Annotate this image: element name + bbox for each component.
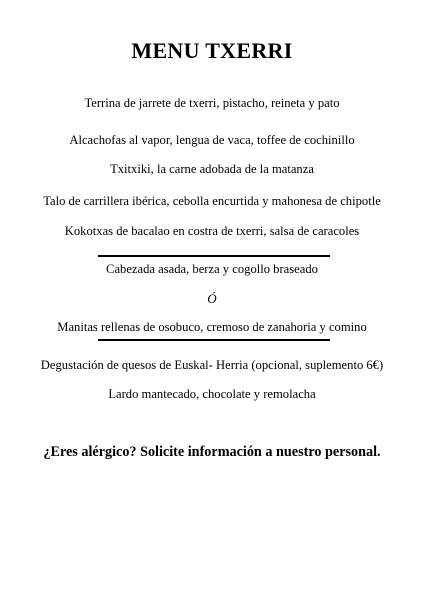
menu-item-quesos: Degustación de quesos de Euskal- Herria (opcional, suplemento 6€) — [40, 358, 384, 372]
menu-title: MENU TXERRI — [131, 38, 293, 63]
menu-item-terrina: Terrina de jarrete de txerri, pistacho, reineta y pato — [84, 96, 340, 110]
menu-item-kokotxas: Kokotxas de bacalao en costra de txerri, salsa de caracoles — [64, 224, 360, 238]
main-option-manitas: Manitas rellenas de osobuco, cremoso de zanahoria y comino — [57, 320, 367, 334]
separator-bottom — [98, 339, 330, 341]
or-divider: Ó — [207, 291, 217, 306]
main-option-cabezada: Cabezada asada, berza y cogollo braseado — [106, 262, 318, 276]
menu-item-alcachofas: Alcachofas al vapor, lengua de vaca, toffee de cochinillo — [69, 133, 355, 147]
menu-item-postre: Lardo mantecado, chocolate y remolacha — [108, 387, 316, 401]
menu-item-talo: Talo de carrillera ibérica, cebolla encurtida y mahonesa de chipotle — [43, 194, 381, 208]
allergy-notice: ¿Eres alérgico? Solicite información a nuestro personal. — [43, 444, 381, 460]
menu-item-txitxiki: Txitxiki, la carne adobada de la matanza — [110, 162, 314, 176]
separator-top — [98, 255, 330, 257]
